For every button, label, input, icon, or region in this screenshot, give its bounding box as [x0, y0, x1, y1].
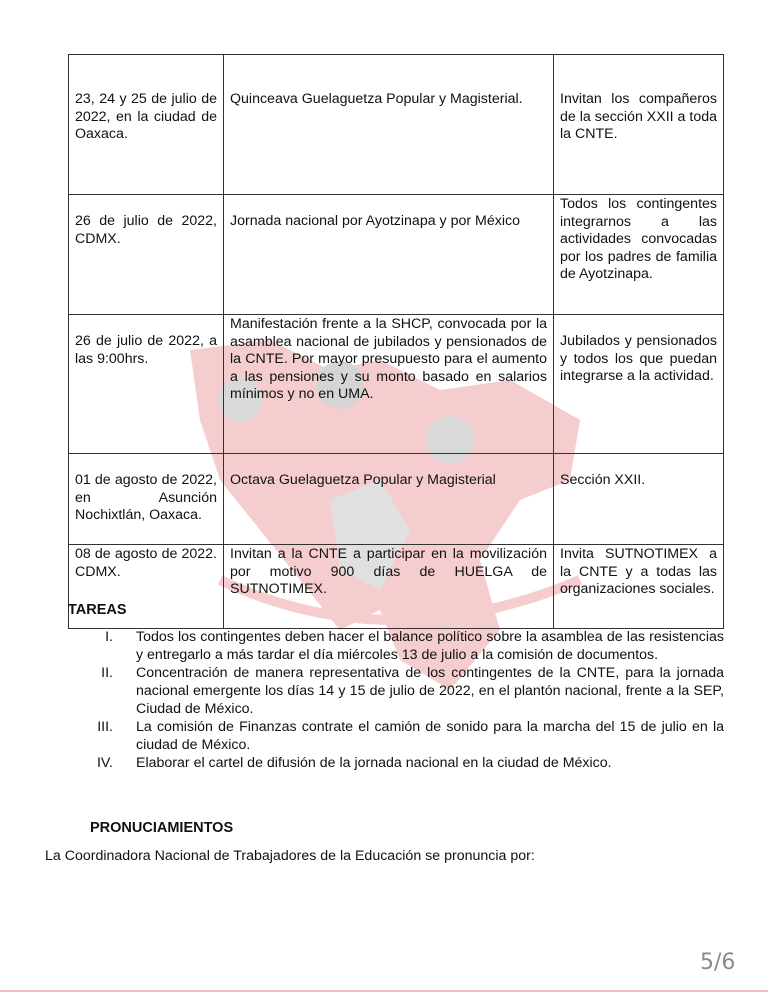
event-description: Jornada nacional por Ayotzinapa y por México	[224, 195, 554, 315]
table-row	[69, 454, 724, 545]
list-item-text: Elaborar el cartel de difusión de la jornada nacional en la ciudad de México.	[136, 755, 612, 771]
event-participants: Todos los contingentes integrarnos a las actividades convocadas por los padres de familia de Ayotzinapa.	[554, 195, 724, 315]
table-row	[69, 545, 724, 629]
tareas-list	[68, 628, 724, 772]
list-item-number: IV.	[96, 755, 113, 771]
event-description: Quinceava Guelaguetza Popular y Magisterial.	[224, 55, 554, 195]
table-row	[69, 315, 724, 454]
tareas-heading: TAREAS	[68, 602, 127, 618]
event-date: 08 de agosto de 2022. CDMX.	[69, 545, 224, 629]
pronunciamientos-statement: La Coordinadora Nacional de Trabajadores de la Educación se pronuncia por:	[45, 848, 535, 864]
event-date: 26 de julio de 2022, a las 9:00hrs.	[69, 315, 224, 454]
list-item	[68, 664, 724, 718]
event-description: Octava Guelaguetza Popular y Magisterial	[224, 454, 554, 545]
event-date: 26 de julio de 2022, CDMX.	[69, 195, 224, 315]
event-participants: Invita SUTNOTIMEX a la CNTE y a todas las organizaciones sociales.	[554, 545, 724, 629]
list-item	[68, 754, 724, 772]
list-item-number: III.	[97, 719, 113, 735]
table-row	[69, 55, 724, 195]
list-item-text: Todos los contingentes deben hacer el balance político sobre la asamblea de las resistencias y entregarlo a más tardar el día miércoles 13 de julio a la comisión de documentos.	[136, 629, 724, 663]
event-date: 23, 24 y 25 de julio de 2022, en la ciudad de Oaxaca.	[69, 55, 224, 195]
pronunciamientos-heading: PRONUCIAMIENTOS	[90, 820, 234, 836]
list-item	[68, 628, 724, 664]
event-participants: Invitan los compañeros de la sección XXII a toda la CNTE.	[554, 55, 724, 195]
page-bottom-rule	[0, 990, 768, 992]
table-row	[69, 195, 724, 315]
list-item-number: II.	[101, 665, 113, 681]
list-item-text: Concentración de manera representativa de los contingentes de la CNTE, para la jornada nacional emergente los días 14 y 15 de julio de 2022, en el plantón nacional, frente a la SEP, Ciudad de México.	[136, 665, 724, 717]
event-participants: Sección XXII.	[554, 454, 724, 545]
list-item	[68, 718, 724, 754]
list-item-number: I.	[105, 629, 113, 645]
event-participants: Jubilados y pensionados y todos los que puedan integrarse a la actividad.	[554, 315, 724, 454]
events-table	[68, 54, 724, 629]
event-description: Invitan a la CNTE a participar en la movilización por motivo 900 días de HUELGA de SUTNOTIMEX.	[224, 545, 554, 629]
event-description: Manifestación frente a la SHCP, convocada por la asamblea nacional de jubilados y pensionados de la CNTE. Por mayor presupuesto para el aumento a las pensiones y su monto basado en salarios mínimos y no en UMA.	[224, 315, 554, 454]
event-date: 01 de agosto de 2022, en Asunción Nochixtlán, Oaxaca.	[69, 454, 224, 545]
page-number: 5/6	[700, 950, 736, 975]
list-item-text: La comisión de Finanzas contrate el camión de sonido para la marcha del 15 de julio en la ciudad de México.	[136, 719, 724, 753]
